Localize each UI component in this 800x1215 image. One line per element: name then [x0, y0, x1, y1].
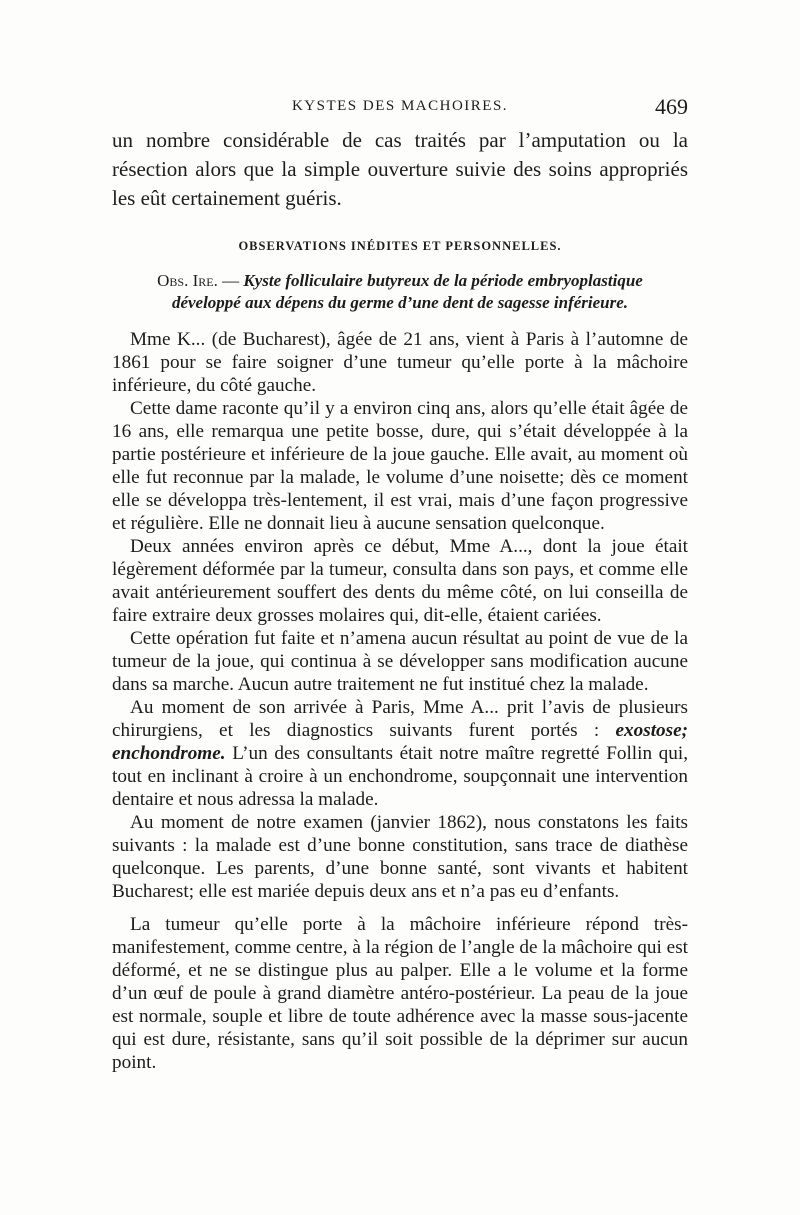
- follin-part1: Au moment de son arrivée à Paris, Mme A... prit l’avis de plusieurs chirurgiens, et les diagnostics suivants furent portés :: [112, 697, 688, 741]
- observation-label: Obs. Ire. —: [157, 271, 240, 290]
- paragraph-tumeur: La tumeur qu’elle porte à la mâchoire inférieure répond très-manifestement, comme centre, à la région de l’angle de la mâchoire qui est déformé, et ne se distingue plus au palper. Elle a le volume et la forme d’un œuf de poule à grand diamètre antéro-postérieur. La peau de la joue est normale, souple et libre de toute adhérence avec la masse sous-jacente qui est dure, résistante, sans qu’il soit possible de la déprimer sur aucun point.: [112, 914, 688, 1073]
- page-number: 469: [655, 94, 688, 119]
- paragraph-examen: Au moment de notre examen (janvier 1862), nous constatons les faits suivants : la malade est d’une bonne constitution, sans trace de diathèse quelconque. Les parents, d’une bonne santé, sont vivants et habitent Bucharest; elle est mariée depuis deux ans et n’a pas eu d’enfants.: [112, 812, 688, 902]
- intro-paragraph: un nombre considérable de cas traités par l’amputation ou la résection alors que la simple ouverture suivie des soins appropriés les eût certainement guéris.: [112, 128, 688, 210]
- paragraph-1: Mme K... (de Bucharest), âgée de 21 ans, vient à Paris à l’automne de 1861 pour se faire soigner d’une tumeur qu’elle porte à la mâchoire inférieure, du côté gauche.: [112, 329, 688, 396]
- paragraph-3: Deux années environ après ce début, Mme A..., dont la joue était légèrement déformée par la tumeur, consulta dans son pays, et comme elle avait antérieurement souffert des dents du même côté, on lui conseilla de faire extraire deux grosses molaires qui, dit-elle, étaient cariées.: [112, 536, 688, 626]
- observation-title-line1: Kyste folliculaire butyreux de la période embryoplastique: [243, 271, 643, 290]
- observation-title-line2: développé aux dépens du germe d’une dent de sagesse inférieure.: [171, 293, 629, 312]
- paragraph-2: Cette dame raconte qu’il y a environ cinq ans, alors qu’elle était âgée de 16 ans, elle remarqua une petite bosse, dure, qui s’était développée à la partie postérieure et inférieure de la joue gauche. Elle avait, au moment où elle fut reconnue par la malade, le volume d’une noisette; dès ce moment elle se développa très-lentement, il est vrai, mais d’une façon progressive et régulière. Elle ne donnait lieu à aucune sensation quelconque.: [112, 398, 688, 534]
- follin-part2: L’un des consultants était notre maître regretté Follin qui, tout en inclinant à croire à un enchondrome, soupçonnait une intervention dentaire et nous adressa la malade.: [112, 743, 688, 810]
- follin-diagnostics: exostose; enchondrome.: [112, 720, 688, 764]
- paragraph-follin: [112, 696, 688, 811]
- body-text: [112, 126, 688, 1074]
- running-title: KYSTES DES MACHOIRES.: [291, 98, 509, 114]
- page-header: [112, 96, 688, 120]
- observation-heading: [112, 270, 688, 314]
- section-title: OBSERVATIONS INÉDITES ET PERSONNELLES.: [238, 239, 562, 253]
- paragraph-4: Cette opération fut faite et n’amena aucun résultat au point de vue de la tumeur de la joue, qui continua à se développer sans modification aucune dans sa marche. Aucun autre traitement ne fut institué chez la malade.: [112, 628, 688, 695]
